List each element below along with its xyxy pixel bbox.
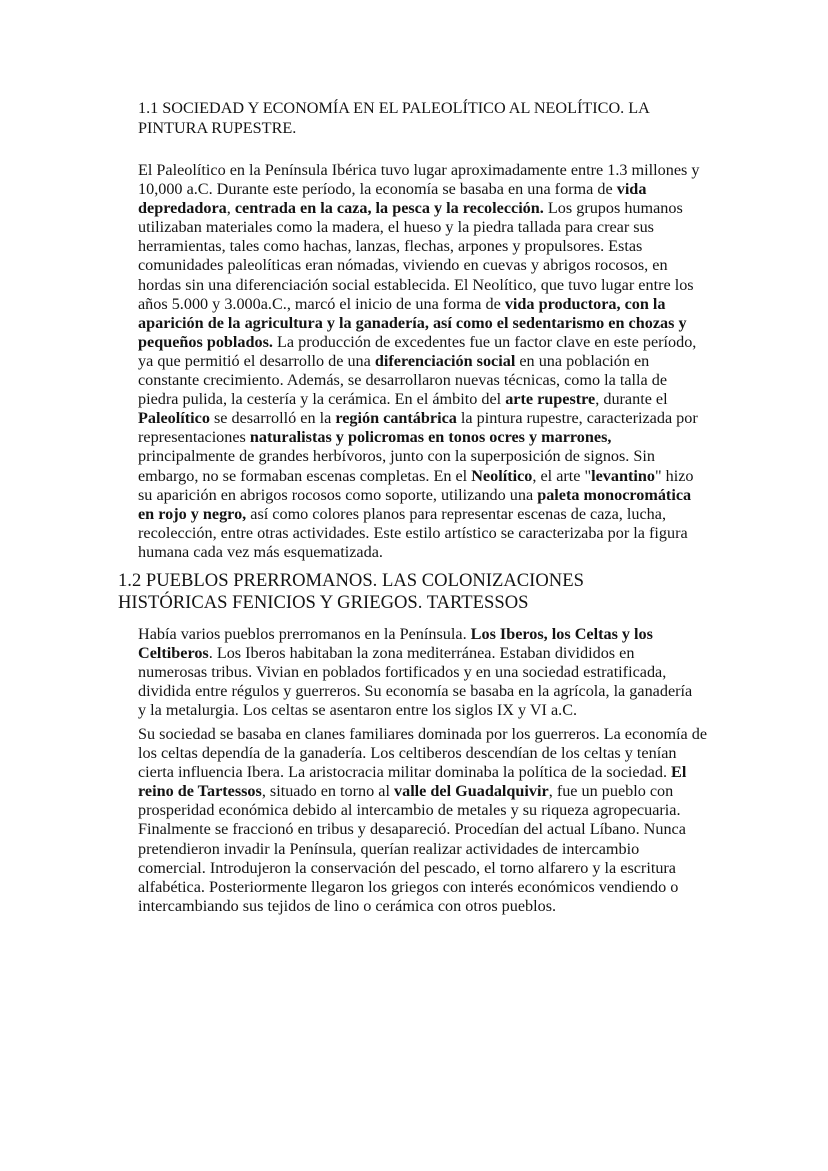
bold-run: vida depredadora <box>138 180 647 218</box>
text-run: " hizo su aparición en abrigos rocosos como soporte, utilizando una <box>138 466 694 504</box>
text-run: Había varios pueblos prerromanos en la Península. <box>138 625 471 643</box>
bold-run: levantino <box>591 466 655 485</box>
text-run: . Los Iberos habitaban la zona mediterránea. Estaban divididos en numerosas tribus. Vivian en poblados fortificados y en una sociedad estratificada, dividida entre régulos y guerreros. Su economía se basaba en la agrícola, la ganadería y la metalurgia. Los celtas se asentaron entre los siglos IX y VI a.C. <box>138 644 693 720</box>
bold-run: El reino de Tartessos <box>138 763 687 801</box>
section-2-paragraph-1 <box>138 625 698 720</box>
text-run: principalmente de grandes herbívoros, junto con la superposición de signos. Sin embargo, no se formaban escenas completas. En el <box>138 447 655 485</box>
bold-run: valle del Guadalquivir <box>394 782 549 801</box>
bold-run: centrada en la caza, la pesca y la recolección. <box>234 199 544 218</box>
bold-run: diferenciación social <box>374 351 516 370</box>
bold-run: región cantábrica <box>335 409 457 428</box>
text-run: , durante el <box>595 390 668 409</box>
text-run: , fue un pueblo con prosperidad económica debido al intercambio de metales y su riqueza agropecuaria. Finalmente se fraccionó en tribus y desapareció. Procedían del actual Líbano. Nunca pretendieron invadir la Península, querían realizar actividades de intercambio comercial. Introdujeron la conservación del pescado, el torno alfarero y la escritura alfabética. Posteriormente llegaron los griegos con interés económicos vendiendo o intercambiando sus tejidos de lino o cerámica con otros pueblos. <box>138 782 686 915</box>
text-run: Los grupos humanos utilizaban materiales como la madera, el hueso y la piedra tallada para crear sus herramientas, tales como hachas, lanzas, flechas, arpones y propulsores. Estas comunidades paleolíticas eran nómadas, viviendo en cuevas y abrigos rocosos, en hordas sin una diferenciación social establecida. El Neolítico, que tuvo lugar entre los años 5.000 y 3.000a.C., marcó el inicio de una forma de <box>138 199 694 313</box>
text-run: Su sociedad se basaba en clanes familiares dominada por los guerreros. La economía de los celtas dependía de la ganadería. Los celtiberos descendían de los celtas y tenían cierta influencia Ibera. La aristocracia militar dominaba la política de la sociedad. <box>138 725 708 782</box>
bold-run: Los Iberos, los Celtas y los Celtiberos <box>138 625 653 663</box>
bold-run: naturalistas y policromas en tonos ocres y marrones, <box>249 428 612 447</box>
text-run: El Paleolítico en la Península Ibérica tuvo lugar aproximadamente entre 1.3 millones y 10,000 a.C. Durante este período, la economía se basaba en una forma de <box>138 161 700 199</box>
bold-run: paleta monocromática en rojo y negro, <box>138 485 692 523</box>
bold-run: Paleolítico <box>138 409 210 428</box>
bold-run: Neolítico <box>471 466 533 485</box>
section-1-title: 1.1 SOCIEDAD Y ECONOMÍA EN EL PALEOLÍTICO AL NEOLÍTICO. LA PINTURA RUPESTRE. <box>138 99 649 137</box>
section-2-title: 1.2 PUEBLOS PRERROMANOS. LAS COLONIZACIONES HISTÓRICAS FENICIOS Y GRIEGOS. TARTESSOS <box>118 570 584 613</box>
text-run: en una población en constante crecimiento. Además, se desarrollaron nuevas técnicas, como la talla de piedra pulida, la cestería y la cerámica. En el ámbito del <box>138 351 668 409</box>
text-run: , el arte " <box>532 466 592 485</box>
text-run: , <box>226 199 235 218</box>
text-run: La producción de excedentes fue un factor clave en este período, ya que permitió el desarrollo de una <box>138 332 697 370</box>
text-run: , situado en torno al <box>261 782 394 801</box>
text-run: así como colores planos para representar escenas de caza, lucha, recolección, entre otras actividades. Este estilo artístico se caracterizaba por la figura humana cada vez más esquematizada. <box>138 504 688 561</box>
bold-run: arte rupestre <box>505 390 596 409</box>
text-run: la pintura rupestre, caracterizada por representaciones <box>138 409 698 447</box>
section-2-paragraph-2 <box>138 725 708 916</box>
bold-run: vida productora, con la aparición de la agricultura y la ganadería, así como el sedentarismo en chozas y pequeños poblados. <box>138 294 687 351</box>
text-run: se desarrolló en la <box>209 409 336 428</box>
section-1-paragraph <box>138 161 708 562</box>
